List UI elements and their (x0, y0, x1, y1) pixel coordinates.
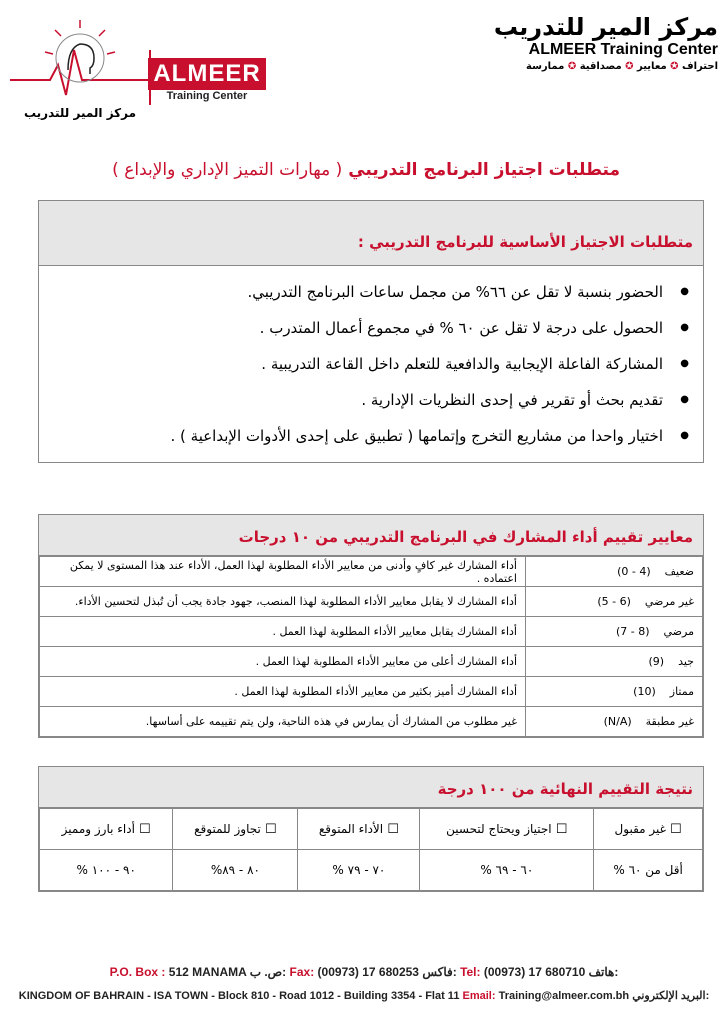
address: KINGDOM OF BAHRAIN - ISA TOWN - Block 810 - Road 1012 - Building 3354 - Flat 11 (18, 990, 460, 1002)
table-row (40, 647, 703, 677)
tag-item: معايير (637, 61, 667, 72)
result-range: ٨٠ - ٨٩% (173, 850, 298, 891)
tel-label: Tel: (460, 965, 481, 979)
criteria-table (39, 556, 703, 737)
logo-right (488, 14, 718, 84)
fax-ar: فاكس: (422, 965, 457, 979)
result-section (38, 766, 704, 892)
grade-label: مرضي (663, 625, 694, 638)
grade-label: ممتاز (669, 685, 694, 698)
list-item: ● تقديم بحث أو تقرير في إحدى النظريات الإدارية . (51, 382, 663, 418)
criteria-grade (526, 707, 703, 737)
grade-range: (9) (648, 655, 665, 668)
footer (0, 965, 728, 1002)
logo-tags (488, 60, 718, 74)
pobox-value: 512 MANAMA (168, 965, 247, 979)
table-row (40, 707, 703, 737)
checkbox-icon[interactable]: ☐ (260, 821, 277, 837)
result-label: اجتياز ويحتاج لتحسين (446, 821, 552, 836)
result-table (39, 808, 703, 891)
email-label: Email: (462, 990, 496, 1002)
criteria-grade (526, 617, 703, 647)
requirements-list (39, 266, 703, 462)
pobox-ar: ص. ب: (249, 965, 287, 979)
email-link[interactable]: Training@almeer.com.bh (498, 990, 630, 1002)
criteria-desc: أداء المشارك أميز بكثير من معايير الأداء المطلوبة لهذا العمل . (40, 677, 526, 707)
brand-name: ALMEER (148, 58, 266, 90)
checkbox-icon[interactable]: ☐ (134, 821, 151, 837)
list-item: ● الحصول على درجة لا تقل عن ٦٠ % في مجموع أعمال المتدرب . (51, 310, 663, 346)
result-label: تجاوز للمتوقع (194, 821, 261, 836)
brand-sub: Training Center (166, 90, 248, 102)
footer-line-2 (0, 989, 728, 1002)
criteria-heading: معايير تقييم أداء المشارك في البرنامج التدريبي من ١٠ درجات (39, 515, 703, 556)
table-row (40, 587, 703, 617)
checkbox-icon[interactable]: ☐ (551, 821, 568, 837)
head-logo-icon (10, 10, 160, 105)
requirements-section (38, 200, 704, 463)
grade-range: (10) (633, 685, 656, 698)
criteria-desc: أداء المشارك لا يقابل معايير الأداء المطلوبة لهذا المنصب، جهود جادة يجب أن تُبذل لتحسين الأداء. (40, 587, 526, 617)
result-option[interactable] (298, 809, 420, 850)
title-main: متطلبات اجتياز البرنامج التدريبي (348, 160, 620, 180)
result-option[interactable] (40, 809, 173, 850)
criteria-grade (526, 647, 703, 677)
result-label: الأداء المتوقع (318, 821, 384, 836)
result-range: ٩٠ - ١٠٠ % (40, 850, 173, 891)
grade-label: جيد (678, 655, 694, 668)
logo-left-arabic: مركز المير للتدريب (23, 106, 137, 120)
result-heading: نتيجة التقييم النهائية من ١٠٠ درجة (39, 767, 703, 808)
logo-right-english: ALMEER Training Center (528, 41, 718, 58)
checkbox-icon[interactable]: ☐ (665, 821, 682, 837)
criteria-desc: غير مطلوب من المشارك أن يمارس في هذه الناحية، ولن يتم تقييمه على أساسها. (40, 707, 526, 737)
tel-value: (00973) 17 680710 (483, 965, 586, 979)
criteria-grade (526, 557, 703, 587)
logo-right-arabic: مركز المير للتدريب (493, 13, 718, 41)
result-range: ٧٠ - ٧٩ % (298, 850, 420, 891)
grade-range: (8 - 7) (615, 625, 650, 638)
table-row (40, 677, 703, 707)
tag-item: ممارسة (526, 61, 565, 72)
criteria-desc: أداء المشارك أعلى من معايير الأداء المطلوبة لهذا العمل . (40, 647, 526, 677)
grade-label: ضعيف (664, 565, 694, 578)
requirements-heading: متطلبات الاجتياز الأساسية للبرنامج التدريبي : (39, 201, 703, 266)
grade-range: (4 - 0) (617, 565, 651, 578)
tag-item: احتراف (682, 61, 718, 72)
star-icon: ✪ (670, 61, 679, 72)
list-item: ● المشاركة الفاعلة الإيجابية والدافعية للتعلم داخل القاعة التدريبية . (51, 346, 663, 382)
page-title (60, 160, 620, 180)
fax-label: Fax: (289, 965, 315, 979)
email-ar: البريد الإلكتروني: (632, 990, 710, 1002)
tag-item: مصداقية (579, 61, 622, 72)
checkbox-icon[interactable]: ☐ (383, 821, 399, 837)
grade-range: (6 - 5) (597, 595, 631, 608)
result-label: غير مقبول (614, 821, 666, 836)
grade-range: (N/A) (603, 715, 632, 728)
star-icon: ✪ (625, 61, 634, 72)
criteria-grade (526, 677, 703, 707)
table-row (40, 617, 703, 647)
list-item: ● الحضور بنسبة لا تقل عن ٦٦% من مجمل ساعات البرنامج التدريبي. (51, 274, 663, 310)
result-label: أداء بارز ومميز (61, 821, 135, 836)
tel-ar: هاتف: (588, 965, 619, 979)
pobox-label: P.O. Box : (109, 965, 166, 979)
fax-value: (00973) 17 680253 (317, 965, 419, 979)
table-row (40, 557, 703, 587)
result-range: أقل من ٦٠ % (594, 850, 703, 891)
criteria-grade (526, 587, 703, 617)
brand-box (148, 58, 266, 108)
result-option[interactable] (420, 809, 594, 850)
criteria-desc: أداء المشارك يقابل معايير الأداء المطلوبة لهذا العمل . (40, 617, 526, 647)
criteria-desc: أداء المشارك غير كافٍ وأدنى من معايير الأداء المطلوبة لهذا العمل، الأداء عند هذا المستوى لا يمكن اعتماده . (40, 557, 526, 587)
title-sub: ( مهارات التميز الإداري والإبداع ) (112, 160, 343, 180)
result-option[interactable] (173, 809, 298, 850)
result-option[interactable] (594, 809, 703, 850)
grade-label: غير مطبقة (645, 715, 694, 728)
footer-line-1 (0, 965, 728, 979)
star-icon: ✪ (567, 61, 577, 72)
list-item: ● اختيار واحدا من مشاريع التخرج وإتمامها ( تطبيق على إحدى الأدوات الإبداعية ) . (51, 418, 663, 454)
result-range: ٦٠ - ٦٩ % (420, 850, 594, 891)
criteria-section (38, 514, 704, 738)
grade-label: غير مرضي (644, 595, 694, 608)
